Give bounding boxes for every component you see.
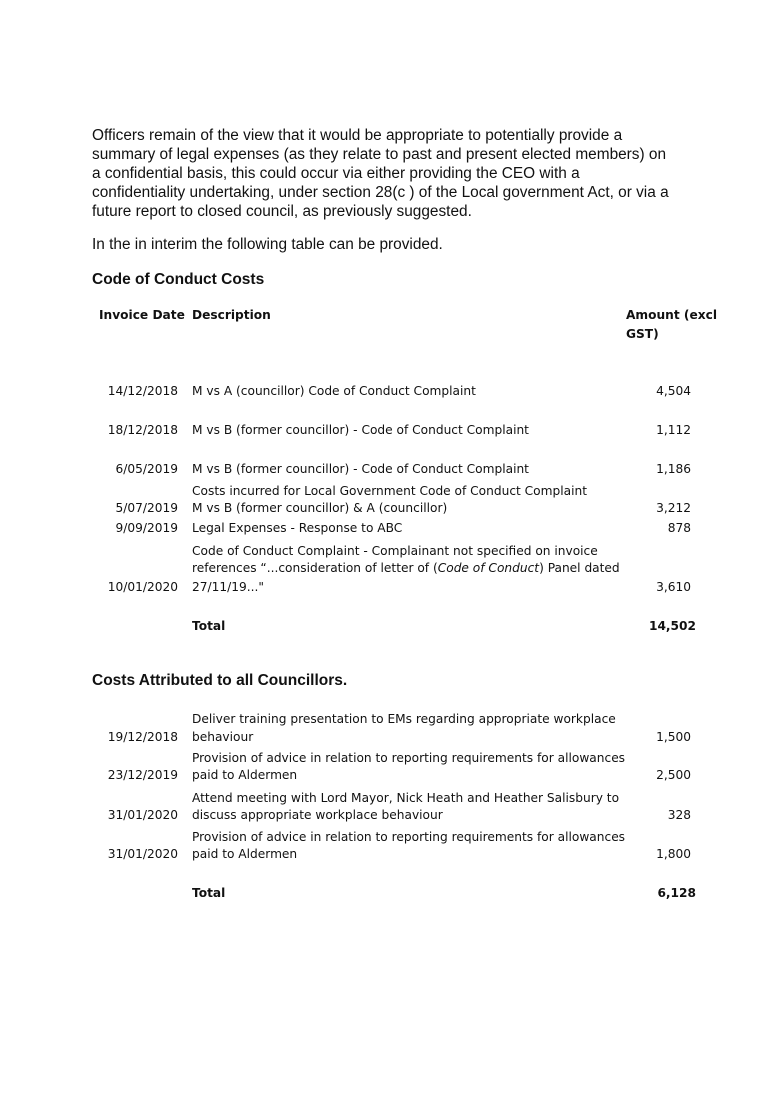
intro-line: confidentiality undertaking, under section 28(c ) of the Local government Act, or via a <box>92 184 669 201</box>
total-amount: 14,502 <box>648 619 696 633</box>
row-amount: 1,500 <box>656 730 691 744</box>
row-amount: 2,500 <box>656 768 691 782</box>
table2-title: Costs Attributed to all Councillors. <box>92 672 348 689</box>
row-description: discuss appropriate workplace behaviour <box>192 808 443 822</box>
row-amount: 1,112 <box>656 423 691 437</box>
row-description: Provision of advice in relation to reporting requirements for allowances <box>192 751 626 765</box>
total-amount: 6,128 <box>657 886 696 900</box>
row-description <box>192 559 622 579</box>
row-description-part: references “...consideration of letter of ( <box>192 561 438 575</box>
row-description-italic: Code of Conduct <box>437 561 540 575</box>
table1-title: Code of Conduct Costs <box>92 271 265 288</box>
row-date: 31/01/2020 <box>107 808 178 822</box>
row-description: Attend meeting with Lord Mayor, Nick Heath and Heather Salisbury to <box>192 791 620 805</box>
row-date: 18/12/2018 <box>107 423 178 437</box>
row-date: 9/09/2019 <box>115 521 178 535</box>
intro-paragraph <box>92 126 692 221</box>
row-description: behaviour <box>192 730 254 744</box>
row-description: paid to Aldermen <box>192 847 298 861</box>
total-label: Total <box>192 619 226 633</box>
row-description: paid to Aldermen <box>192 768 298 782</box>
row-description: M vs B (former councillor) & A (councillor) <box>192 501 448 515</box>
intro-line: summary of legal expenses (as they relate to past and present elected members) on <box>92 146 667 163</box>
row-description: Costs incurred for Local Government Code of Conduct Complaint <box>192 484 587 498</box>
row-date: 23/12/2019 <box>107 768 178 782</box>
row-amount: 878 <box>667 521 691 535</box>
header-description: Description <box>192 308 271 322</box>
row-amount: 4,504 <box>656 384 691 398</box>
row-description-part: ) Panel dated <box>539 561 620 575</box>
header-invoice-date: Invoice Date <box>99 308 185 322</box>
row-date: 5/07/2019 <box>115 501 178 515</box>
row-amount: 1,800 <box>656 847 691 861</box>
row-description: M vs B (former councillor) - Code of Conduct Complaint <box>192 423 529 437</box>
row-description: Deliver training presentation to EMs regarding appropriate workplace <box>192 712 616 726</box>
row-date: 6/05/2019 <box>115 462 178 476</box>
row-amount: 328 <box>667 808 691 822</box>
row-amount: 3,212 <box>656 501 691 515</box>
header-amount: Amount (excl GST) <box>626 308 718 341</box>
row-description: Provision of advice in relation to reporting requirements for allowances <box>192 830 626 844</box>
row-date: 14/12/2018 <box>107 384 178 398</box>
row-amount: 1,186 <box>656 462 691 476</box>
total-label: Total <box>192 886 226 900</box>
intro-line: a confidential basis, this could occur via either providing the CEO with a <box>92 165 580 182</box>
row-description: 27/11/19..." <box>192 580 264 594</box>
row-date: 31/01/2020 <box>107 847 178 861</box>
row-description: M vs A (councillor) Code of Conduct Complaint <box>192 384 476 398</box>
intro-line: future report to closed council, as previously suggested. <box>92 203 472 220</box>
row-amount: 3,610 <box>656 580 691 594</box>
row-description: M vs B (former councillor) - Code of Conduct Complaint <box>192 462 529 476</box>
row-description: Legal Expenses - Response to ABC <box>192 521 403 535</box>
interim-paragraph: In the in interim the following table can be provided. <box>92 236 443 253</box>
intro-line: Officers remain of the view that it would be appropriate to potentially provide a <box>92 127 623 144</box>
row-date: 10/01/2020 <box>107 580 178 594</box>
row-date: 19/12/2018 <box>107 730 178 744</box>
row-description: Code of Conduct Complaint - Complainant not specified on invoice <box>192 544 598 558</box>
